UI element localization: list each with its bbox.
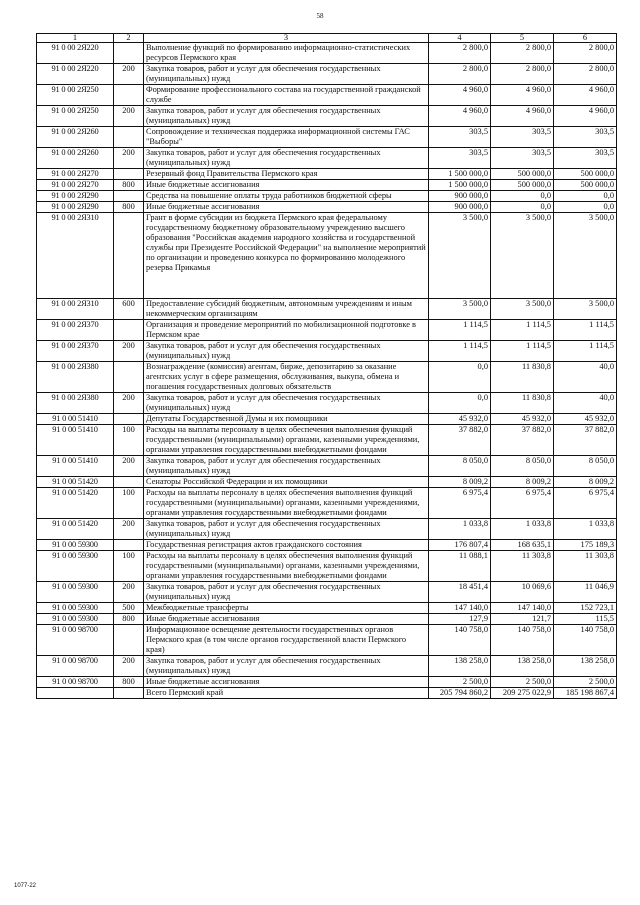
cell-description: Расходы на выплаты персоналу в целях обеспечения выполнения функций государственными (муниципальными) органами, казенными учреждениями, органами управления государственными внебюджетными фондами [144, 425, 429, 456]
cell-target-code: 91 0 00 2Я220 [37, 43, 114, 64]
cell-description: Закупка товаров, работ и услуг для обеспечения государственных (муниципальных) нужд [144, 106, 429, 127]
table-row [37, 106, 617, 127]
cell-amount-col4: 900 000,0 [429, 191, 491, 202]
cell-description: Закупка товаров, работ и услуг для обеспечения государственных (муниципальных) нужд [144, 656, 429, 677]
cell-amount-col6: 0,0 [554, 202, 617, 213]
cell-amount-col4: 1 114,5 [429, 320, 491, 341]
cell-expense-kind [114, 213, 144, 299]
cell-amount-col6: 175 189,3 [554, 540, 617, 551]
cell-target-code: 91 0 00 2Я370 [37, 341, 114, 362]
cell-amount-col5: 140 758,0 [491, 625, 554, 656]
cell-amount-col4: 1 033,8 [429, 519, 491, 540]
cell-expense-kind: 200 [114, 456, 144, 477]
table-total-row [37, 688, 617, 699]
cell-amount-col6: 11 303,8 [554, 551, 617, 582]
cell-amount-col6: 1 114,5 [554, 341, 617, 362]
cell-amount-col5: 2 800,0 [491, 43, 554, 64]
table-row [37, 540, 617, 551]
cell-description: Информационное освещение деятельности государственных органов Пермского края (в том числе органов государственной власти Пермского края) [144, 625, 429, 656]
cell-amount-col4: 127,9 [429, 614, 491, 625]
cell-amount-col6: 6 975,4 [554, 488, 617, 519]
cell-amount-col5: 168 635,1 [491, 540, 554, 551]
cell-description: Иные бюджетные ассигнования [144, 202, 429, 213]
cell-amount-col6: 140 758,0 [554, 625, 617, 656]
cell-amount-col6: 8 009,2 [554, 477, 617, 488]
cell-target-code: 91 0 00 2Я260 [37, 127, 114, 148]
cell-amount-col4: 205 794 860,2 [429, 688, 491, 699]
cell-target-code: 91 0 00 59300 [37, 540, 114, 551]
cell-amount-col6: 3 500,0 [554, 299, 617, 320]
cell-amount-col6: 4 960,0 [554, 85, 617, 106]
cell-amount-col6: 115,5 [554, 614, 617, 625]
cell-amount-col4: 1 500 000,0 [429, 180, 491, 191]
cell-description: Грант в форме субсидии из бюджета Пермского края федеральному государственному бюджетному образовательному учреждению высшего образования "Российская академия народного хозяйства и государственной службы при Президенте Российской Федерации" на выполнение мероприятий по организации и проведению конкурса по формированию молодежного резерва Прикамья [144, 213, 429, 299]
cell-amount-col4: 8 009,2 [429, 477, 491, 488]
cell-expense-kind: 800 [114, 677, 144, 688]
table-row [37, 320, 617, 341]
cell-target-code: 91 0 00 51410 [37, 414, 114, 425]
cell-description: Иные бюджетные ассигнования [144, 180, 429, 191]
cell-amount-col6: 185 198 867,4 [554, 688, 617, 699]
table-row [37, 656, 617, 677]
cell-amount-col5: 121,7 [491, 614, 554, 625]
cell-description: Всего Пермский край [144, 688, 429, 699]
cell-amount-col6: 0,0 [554, 191, 617, 202]
cell-expense-kind: 100 [114, 551, 144, 582]
cell-description: Закупка товаров, работ и услуг для обеспечения государственных (муниципальных) нужд [144, 456, 429, 477]
cell-expense-kind: 500 [114, 603, 144, 614]
cell-expense-kind: 200 [114, 106, 144, 127]
cell-target-code [37, 688, 114, 699]
cell-expense-kind: 100 [114, 425, 144, 456]
table-row [37, 614, 617, 625]
cell-description: Выполнение функций по формированию информационно-статистических ресурсов Пермского края [144, 43, 429, 64]
cell-expense-kind [114, 320, 144, 341]
cell-amount-col6: 40,0 [554, 393, 617, 414]
cell-description: Государственная регистрация актов гражданского состояния [144, 540, 429, 551]
cell-description: Вознаграждение (комиссия) агентам, бирже, депозитарию за оказание агентских услуг в сфере размещения, обслуживания, выкупа, обмена и погашения государственных долговых обязательств [144, 362, 429, 393]
cell-target-code: 91 0 00 2Я380 [37, 362, 114, 393]
table-row [37, 299, 617, 320]
cell-expense-kind: 200 [114, 582, 144, 603]
cell-amount-col4: 45 932,0 [429, 414, 491, 425]
cell-expense-kind [114, 85, 144, 106]
cell-amount-col5: 303,5 [491, 148, 554, 169]
cell-expense-kind: 600 [114, 299, 144, 320]
cell-expense-kind [114, 362, 144, 393]
cell-amount-col4: 11 088,1 [429, 551, 491, 582]
table-row [37, 425, 617, 456]
table-row [37, 477, 617, 488]
header-col-3: 3 [144, 34, 429, 43]
cell-amount-col6: 1 114,5 [554, 320, 617, 341]
cell-amount-col6: 40,0 [554, 362, 617, 393]
cell-target-code: 91 0 00 2Я290 [37, 202, 114, 213]
cell-amount-col5: 11 303,8 [491, 551, 554, 582]
table-row [37, 341, 617, 362]
table-row [37, 519, 617, 540]
cell-target-code: 91 0 00 51410 [37, 456, 114, 477]
cell-amount-col5: 209 275 022,9 [491, 688, 554, 699]
cell-amount-col4: 303,5 [429, 148, 491, 169]
table-row [37, 582, 617, 603]
cell-expense-kind: 800 [114, 614, 144, 625]
table-row [37, 488, 617, 519]
cell-amount-col6: 3 500,0 [554, 213, 617, 299]
table-row [37, 180, 617, 191]
cell-amount-col6: 8 050,0 [554, 456, 617, 477]
table-row [37, 213, 617, 299]
table-row [37, 362, 617, 393]
table-row [37, 414, 617, 425]
cell-amount-col6: 500 000,0 [554, 180, 617, 191]
cell-description: Иные бюджетные ассигнования [144, 677, 429, 688]
cell-amount-col4: 2 800,0 [429, 43, 491, 64]
cell-expense-kind: 200 [114, 341, 144, 362]
table-row [37, 603, 617, 614]
header-col-6: 6 [554, 34, 617, 43]
cell-amount-col5: 6 975,4 [491, 488, 554, 519]
table-row [37, 169, 617, 180]
cell-amount-col4: 0,0 [429, 362, 491, 393]
cell-amount-col5: 10 069,6 [491, 582, 554, 603]
cell-amount-col5: 4 960,0 [491, 85, 554, 106]
cell-amount-col4: 147 140,0 [429, 603, 491, 614]
cell-amount-col6: 138 258,0 [554, 656, 617, 677]
cell-target-code: 91 0 00 98700 [37, 656, 114, 677]
table-row [37, 127, 617, 148]
cell-target-code: 91 0 00 51420 [37, 488, 114, 519]
cell-amount-col4: 3 500,0 [429, 213, 491, 299]
cell-target-code: 91 0 00 59300 [37, 551, 114, 582]
header-col-2: 2 [114, 34, 144, 43]
cell-amount-col6: 2 800,0 [554, 43, 617, 64]
table-row [37, 148, 617, 169]
cell-expense-kind [114, 688, 144, 699]
cell-amount-col6: 11 046,9 [554, 582, 617, 603]
cell-amount-col5: 1 033,8 [491, 519, 554, 540]
cell-description: Иные бюджетные ассигнования [144, 614, 429, 625]
cell-amount-col4: 6 975,4 [429, 488, 491, 519]
cell-amount-col5: 0,0 [491, 191, 554, 202]
cell-target-code: 91 0 00 2Я380 [37, 393, 114, 414]
cell-expense-kind [114, 169, 144, 180]
cell-amount-col5: 8 050,0 [491, 456, 554, 477]
cell-expense-kind [114, 191, 144, 202]
cell-amount-col5: 11 830,8 [491, 362, 554, 393]
cell-target-code: 91 0 00 2Я310 [37, 213, 114, 299]
cell-expense-kind [114, 414, 144, 425]
cell-expense-kind: 200 [114, 519, 144, 540]
cell-expense-kind: 200 [114, 64, 144, 85]
cell-amount-col5: 4 960,0 [491, 106, 554, 127]
cell-expense-kind: 200 [114, 393, 144, 414]
cell-target-code: 91 0 00 2Я310 [37, 299, 114, 320]
cell-expense-kind [114, 43, 144, 64]
cell-description: Расходы на выплаты персоналу в целях обеспечения выполнения функций государственными (муниципальными) органами, казенными учреждениями, органами управления государственными внебюджетными фондами [144, 488, 429, 519]
cell-amount-col4: 18 451,4 [429, 582, 491, 603]
cell-amount-col5: 11 830,8 [491, 393, 554, 414]
table-row [37, 677, 617, 688]
cell-target-code: 91 0 00 98700 [37, 625, 114, 656]
cell-amount-col4: 303,5 [429, 127, 491, 148]
cell-amount-col4: 8 050,0 [429, 456, 491, 477]
cell-amount-col5: 2 500,0 [491, 677, 554, 688]
table-row [37, 456, 617, 477]
cell-amount-col6: 1 033,8 [554, 519, 617, 540]
cell-amount-col6: 45 932,0 [554, 414, 617, 425]
budget-table [36, 33, 617, 699]
cell-expense-kind: 200 [114, 148, 144, 169]
cell-amount-col4: 176 807,4 [429, 540, 491, 551]
cell-target-code: 91 0 00 51410 [37, 425, 114, 456]
cell-amount-col6: 2 500,0 [554, 677, 617, 688]
cell-amount-col6: 500 000,0 [554, 169, 617, 180]
cell-description: Сенаторы Российской Федерации и их помощники [144, 477, 429, 488]
table-row [37, 85, 617, 106]
cell-target-code: 91 0 00 2Я290 [37, 191, 114, 202]
cell-expense-kind [114, 477, 144, 488]
cell-amount-col6: 303,5 [554, 148, 617, 169]
cell-amount-col4: 3 500,0 [429, 299, 491, 320]
cell-amount-col5: 303,5 [491, 127, 554, 148]
cell-target-code: 91 0 00 98700 [37, 677, 114, 688]
cell-expense-kind: 200 [114, 656, 144, 677]
cell-amount-col5: 37 882,0 [491, 425, 554, 456]
cell-amount-col4: 1 500 000,0 [429, 169, 491, 180]
cell-amount-col5: 3 500,0 [491, 213, 554, 299]
table-row [37, 202, 617, 213]
cell-description: Закупка товаров, работ и услуг для обеспечения государственных (муниципальных) нужд [144, 148, 429, 169]
cell-amount-col4: 900 000,0 [429, 202, 491, 213]
table-row [37, 551, 617, 582]
cell-description: Закупка товаров, работ и услуг для обеспечения государственных (муниципальных) нужд [144, 582, 429, 603]
cell-amount-col4: 1 114,5 [429, 341, 491, 362]
cell-target-code: 91 0 00 2Я270 [37, 180, 114, 191]
cell-description: Формирование профессионального состава на государственной гражданской службе [144, 85, 429, 106]
cell-target-code: 91 0 00 59300 [37, 614, 114, 625]
cell-amount-col5: 500 000,0 [491, 180, 554, 191]
cell-amount-col5: 45 932,0 [491, 414, 554, 425]
cell-amount-col6: 303,5 [554, 127, 617, 148]
cell-amount-col5: 3 500,0 [491, 299, 554, 320]
cell-amount-col4: 4 960,0 [429, 106, 491, 127]
cell-target-code: 91 0 00 51420 [37, 477, 114, 488]
cell-target-code: 91 0 00 51420 [37, 519, 114, 540]
cell-expense-kind: 100 [114, 488, 144, 519]
cell-amount-col4: 37 882,0 [429, 425, 491, 456]
cell-amount-col5: 0,0 [491, 202, 554, 213]
cell-expense-kind [114, 625, 144, 656]
header-col-1: 1 [37, 34, 114, 43]
table-header-row [37, 34, 617, 43]
cell-amount-col4: 138 258,0 [429, 656, 491, 677]
header-col-5: 5 [491, 34, 554, 43]
footer-code: 1077-22 [14, 883, 37, 889]
cell-amount-col5: 500 000,0 [491, 169, 554, 180]
cell-amount-col4: 2 500,0 [429, 677, 491, 688]
cell-description: Закупка товаров, работ и услуг для обеспечения государственных (муниципальных) нужд [144, 64, 429, 85]
cell-target-code: 91 0 00 2Я250 [37, 85, 114, 106]
cell-expense-kind: 800 [114, 180, 144, 191]
table-row [37, 393, 617, 414]
cell-expense-kind [114, 540, 144, 551]
cell-amount-col4: 0,0 [429, 393, 491, 414]
cell-description: Сопровождение и техническая поддержка информационной системы ГАС "Выборы" [144, 127, 429, 148]
cell-amount-col5: 1 114,5 [491, 341, 554, 362]
page-number: 58 [316, 12, 324, 20]
cell-target-code: 91 0 00 2Я370 [37, 320, 114, 341]
cell-target-code: 91 0 00 2Я270 [37, 169, 114, 180]
cell-description: Расходы на выплаты персоналу в целях обеспечения выполнения функций государственными (муниципальными) органами, казенными учреждениями, органами управления государственными внебюджетными фондами [144, 551, 429, 582]
cell-target-code: 91 0 00 59300 [37, 603, 114, 614]
table-row [37, 64, 617, 85]
cell-expense-kind: 800 [114, 202, 144, 213]
cell-amount-col5: 138 258,0 [491, 656, 554, 677]
cell-amount-col4: 4 960,0 [429, 85, 491, 106]
cell-amount-col4: 140 758,0 [429, 625, 491, 656]
cell-target-code: 91 0 00 2Я220 [37, 64, 114, 85]
table-row [37, 43, 617, 64]
cell-amount-col6: 37 882,0 [554, 425, 617, 456]
cell-amount-col6: 4 960,0 [554, 106, 617, 127]
header-col-4: 4 [429, 34, 491, 43]
cell-amount-col5: 2 800,0 [491, 64, 554, 85]
table-row [37, 191, 617, 202]
cell-amount-col6: 152 723,1 [554, 603, 617, 614]
cell-amount-col4: 2 800,0 [429, 64, 491, 85]
cell-description: Закупка товаров, работ и услуг для обеспечения государственных (муниципальных) нужд [144, 519, 429, 540]
cell-amount-col6: 2 800,0 [554, 64, 617, 85]
cell-target-code: 91 0 00 2Я260 [37, 148, 114, 169]
cell-description: Средства на повышение оплаты труда работников бюджетной сферы [144, 191, 429, 202]
cell-description: Закупка товаров, работ и услуг для обеспечения государственных (муниципальных) нужд [144, 341, 429, 362]
cell-description: Депутаты Государственной Думы и их помощники [144, 414, 429, 425]
cell-amount-col5: 8 009,2 [491, 477, 554, 488]
cell-amount-col5: 1 114,5 [491, 320, 554, 341]
cell-amount-col5: 147 140,0 [491, 603, 554, 614]
cell-target-code: 91 0 00 2Я250 [37, 106, 114, 127]
cell-expense-kind [114, 127, 144, 148]
cell-description: Закупка товаров, работ и услуг для обеспечения государственных (муниципальных) нужд [144, 393, 429, 414]
cell-description: Предоставление субсидий бюджетным, автономным учреждениям и иным некоммерческим организациям [144, 299, 429, 320]
cell-target-code: 91 0 00 59300 [37, 582, 114, 603]
cell-description: Межбюджетные трансферты [144, 603, 429, 614]
cell-description: Организация и проведение мероприятий по мобилизационной подготовке в Пермском крае [144, 320, 429, 341]
cell-description: Резервный фонд Правительства Пермского края [144, 169, 429, 180]
table-row [37, 625, 617, 656]
